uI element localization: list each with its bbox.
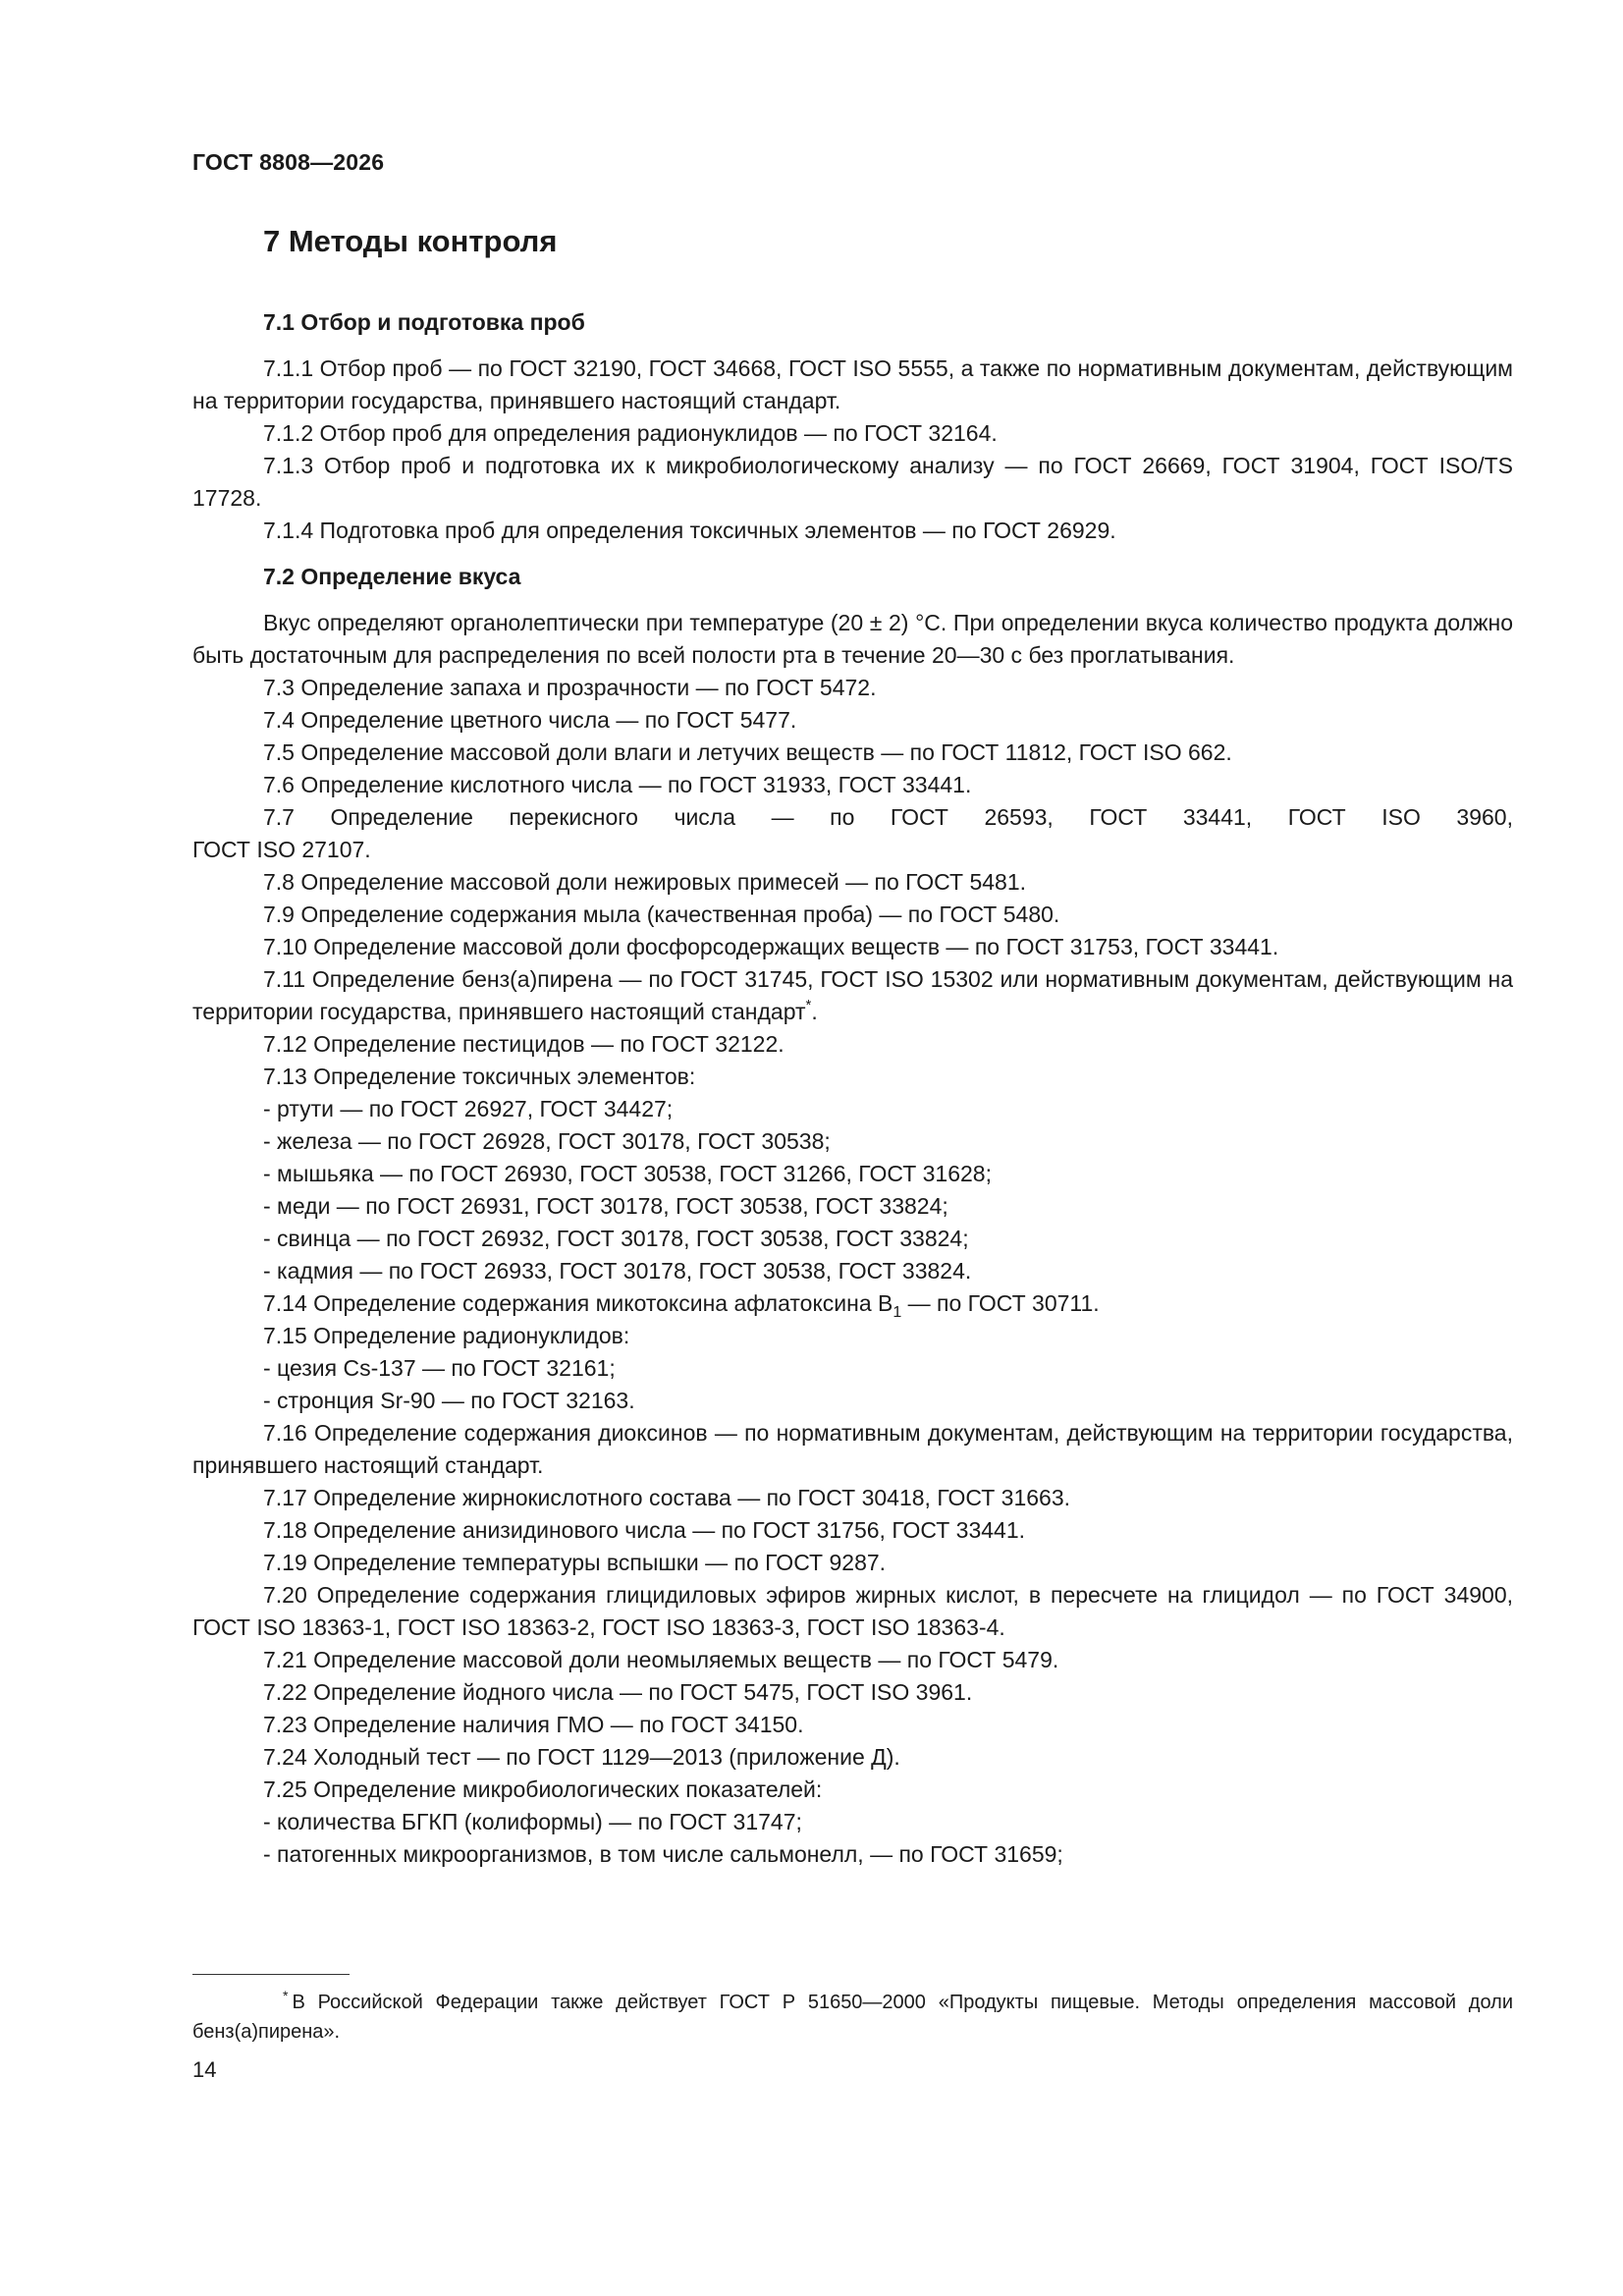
paragraph: 7.10 Определение массовой доли фосфорсодержащих веществ — по ГОСТ 31753, ГОСТ 33441. (263, 934, 1279, 959)
paragraph: 7.22 Определение йодного числа — по ГОСТ 5475, ГОСТ ISO 3961. (263, 1679, 973, 1705)
paragraph: 7.17 Определение жирнокислотного состава — по ГОСТ 30418, ГОСТ 31663. (263, 1485, 1071, 1510)
paragraph: 7.6 Определение кислотного числа — по ГОСТ 31933, ГОСТ 33441. (263, 772, 972, 797)
paragraph: 7.1.2 Отбор проб для определения радионуклидов — по ГОСТ 32164. (263, 420, 998, 446)
paragraph: 7.20 Определение содержания глицидиловых эфиров жирных кислот, в пересчете на глицидол — по ГОСТ 34900, ГОСТ ISO 18363-1, ГОСТ ISO 18363-2, ГОСТ ISO 18363-3, ГОСТ ISO 18363-4. (192, 1582, 1513, 1640)
list-item: - стронция Sr-90 — по ГОСТ 32163. (263, 1388, 635, 1413)
paragraph: 7.25 Определение микробиологических показателей: (263, 1777, 823, 1802)
list-item: - цезия Cs-137 — по ГОСТ 32161; (263, 1355, 616, 1381)
paragraph: 7.3 Определение запаха и прозрачности — по ГОСТ 5472. (263, 675, 877, 700)
paragraph: 7.13 Определение токсичных элементов: (263, 1064, 696, 1089)
paragraph: 7.1.3 Отбор проб и подготовка их к микробиологическому анализу — по ГОСТ 26669, ГОСТ 31904, ГОСТ ISO/TS 17728. (192, 453, 1513, 511)
subscript: 1 (893, 1304, 902, 1321)
paragraph-end: . (811, 999, 818, 1024)
subsection-heading: 7.1 Отбор и подготовка проб (263, 309, 585, 335)
paragraph: 7.19 Определение температуры вспышки — по ГОСТ 9287. (263, 1550, 887, 1575)
list-item: - железа — по ГОСТ 26928, ГОСТ 30178, ГОСТ 30538; (263, 1128, 831, 1154)
paragraph: 7.16 Определение содержания диоксинов — по нормативным документам, действующим на территории государства, принявшего настоящий стандарт. (192, 1420, 1513, 1478)
paragraph: Вкус определяют органолептически при температуре (20 ± 2) °С. При определении вкуса количество продукта должно быть достаточным для распределения по всей полости рта в течение 20—30 с без проглатывания. (192, 610, 1513, 668)
list-item: - меди — по ГОСТ 26931, ГОСТ 30178, ГОСТ 30538, ГОСТ 33824; (263, 1193, 948, 1219)
footnote-reference[interactable]: * (805, 997, 812, 1013)
list-item: - свинца — по ГОСТ 26932, ГОСТ 30178, ГОСТ 30538, ГОСТ 33824; (263, 1226, 969, 1251)
paragraph-text: 7.11 Определение бенз(а)пирена — по ГОСТ 31745, ГОСТ ISO 15302 или нормативным документам, действующим на территории государства, принявшего настоящий стандарт (192, 966, 1513, 1024)
document-code: ГОСТ 8808—2026 (192, 149, 385, 175)
paragraph: 7.12 Определение пестицидов — по ГОСТ 32122. (263, 1031, 784, 1057)
footnote-text: В Российской Федерации также действует ГОСТ Р 51650—2000 «Продукты пищевые. Методы определения массовой доли бенз(а)пирена». (192, 1992, 1513, 2043)
list-item: - кадмия — по ГОСТ 26933, ГОСТ 30178, ГОСТ 30538, ГОСТ 33824. (263, 1258, 972, 1284)
paragraph (192, 963, 1513, 1028)
paragraph: 7.1.4 Подготовка проб для определения токсичных элементов — по ГОСТ 26929. (263, 518, 1116, 543)
paragraph: 7.23 Определение наличия ГМО — по ГОСТ 34150. (263, 1712, 804, 1737)
paragraph: 7.15 Определение радионуклидов: (263, 1323, 630, 1348)
footnote (192, 1988, 1513, 2047)
paragraph-continuation: ГОСТ ISO 27107. (192, 837, 371, 862)
list-item: - патогенных микроорганизмов, в том числе сальмонелл, — по ГОСТ 31659; (263, 1841, 1063, 1867)
paragraph: 7.8 Определение массовой доли нежировых примесей — по ГОСТ 5481. (263, 869, 1027, 895)
paragraph: 7.9 Определение содержания мыла (качественная проба) — по ГОСТ 5480. (263, 902, 1060, 927)
footnote-mark: * (283, 1988, 289, 2003)
paragraph-text: — по ГОСТ 30711. (901, 1290, 1100, 1316)
list-item: - мышьяка — по ГОСТ 26930, ГОСТ 30538, ГОСТ 31266, ГОСТ 31628; (263, 1161, 992, 1186)
list-item: - количества БГКП (колиформы) — по ГОСТ 31747; (263, 1809, 802, 1834)
section-title: 7 Методы контроля (263, 224, 558, 258)
footnote-divider (192, 1974, 350, 1975)
paragraph: 7.4 Определение цветного числа — по ГОСТ 5477. (263, 707, 797, 733)
document-body (192, 306, 1513, 1871)
paragraph-text: 7.14 Определение содержания микотоксина афлатоксина В (263, 1290, 893, 1316)
paragraph: 7.5 Определение массовой доли влаги и летучих веществ — по ГОСТ 11812, ГОСТ ISO 662. (263, 739, 1232, 765)
page-number: 14 (192, 2057, 217, 2082)
paragraph: 7.7 Определение перекисного числа — по ГОСТ 26593, ГОСТ 33441, ГОСТ ISO 3960, (263, 804, 1513, 830)
paragraph: 7.24 Холодный тест — по ГОСТ 1129—2013 (приложение Д). (263, 1744, 900, 1770)
paragraph: 7.21 Определение массовой доли неомыляемых веществ — по ГОСТ 5479. (263, 1647, 1059, 1672)
subsection-heading: 7.2 Определение вкуса (263, 564, 521, 589)
paragraph: 7.18 Определение анизидинового числа — по ГОСТ 31756, ГОСТ 33441. (263, 1517, 1026, 1543)
paragraph (192, 1287, 1513, 1320)
paragraph: 7.1.1 Отбор проб — по ГОСТ 32190, ГОСТ 34668, ГОСТ ISO 5555, а также по нормативным документам, действующим на территории государства, принявшего настоящий стандарт. (192, 355, 1513, 413)
list-item: - ртути — по ГОСТ 26927, ГОСТ 34427; (263, 1096, 674, 1121)
